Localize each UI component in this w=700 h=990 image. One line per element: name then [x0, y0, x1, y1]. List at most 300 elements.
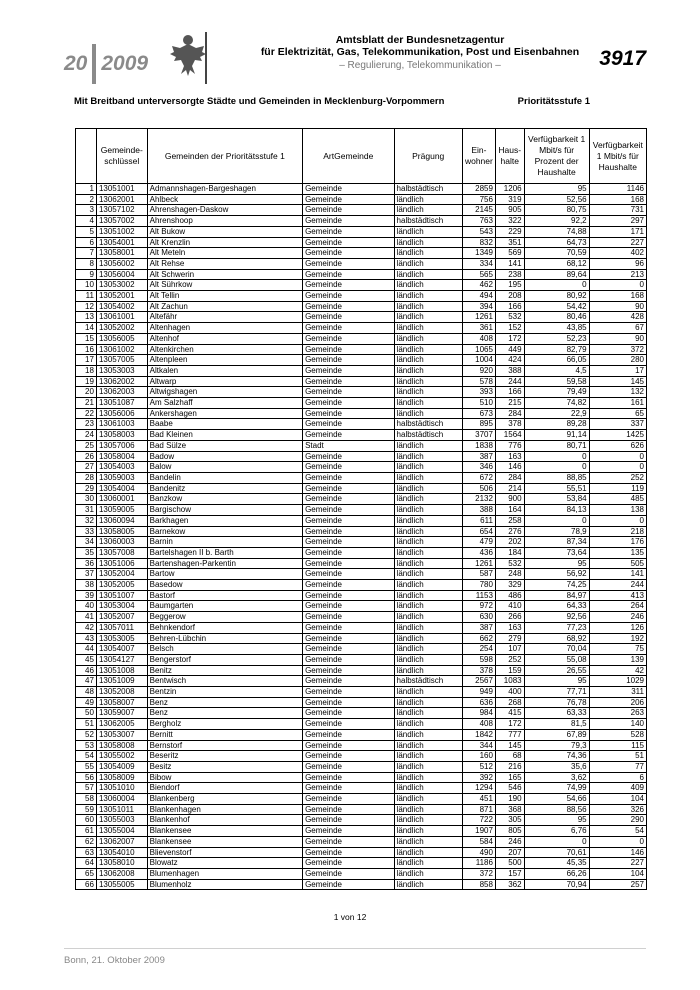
- table-row: [76, 333, 647, 344]
- row-index-cell: 61: [76, 826, 97, 837]
- municipality-type-cell: Gemeinde: [303, 858, 394, 869]
- availability-percent-cell: 70,59: [524, 248, 589, 259]
- table-row: [76, 323, 647, 334]
- municipality-type-cell: Gemeinde: [303, 184, 394, 195]
- table-row: [76, 419, 647, 430]
- row-index-cell: 18: [76, 365, 97, 376]
- table-row: [76, 451, 647, 462]
- row-index-cell: 8: [76, 258, 97, 269]
- row-index-cell: 66: [76, 879, 97, 890]
- municipality-type-cell: Gemeinde: [303, 804, 394, 815]
- inhabitants-cell: 387: [462, 622, 495, 633]
- municipality-type-cell: Gemeinde: [303, 365, 394, 376]
- row-index-cell: 7: [76, 248, 97, 259]
- table-row: [76, 515, 647, 526]
- availability-percent-cell: 0: [524, 462, 589, 473]
- municipality-name-cell: Bartow: [147, 569, 302, 580]
- inhabitants-cell: 506: [462, 483, 495, 494]
- table-row: [76, 751, 647, 762]
- municipality-type-cell: Gemeinde: [303, 772, 394, 783]
- municipality-type-cell: Gemeinde: [303, 194, 394, 205]
- households-cell: 172: [495, 719, 524, 730]
- availability-households-cell: 0: [589, 515, 646, 526]
- year-divider: [92, 44, 96, 84]
- municipality-character-cell: halbstädtisch: [394, 430, 462, 441]
- availability-percent-cell: 70,94: [524, 879, 589, 890]
- availability-percent-cell: 74,88: [524, 226, 589, 237]
- row-index-cell: 49: [76, 697, 97, 708]
- municipality-name-cell: Basedow: [147, 580, 302, 591]
- availability-households-cell: 17: [589, 365, 646, 376]
- availability-households-cell: 252: [589, 472, 646, 483]
- municipality-type-cell: Gemeinde: [303, 408, 394, 419]
- municipality-name-cell: Bandenitz: [147, 483, 302, 494]
- municipality-name-cell: Baumgarten: [147, 601, 302, 612]
- households-cell: 776: [495, 440, 524, 451]
- municipality-name-cell: Bartenshagen-Parkentin: [147, 558, 302, 569]
- column-header-availability-households: Verfügbarkeit 1 Mbit/s für Haushalte: [589, 129, 646, 184]
- availability-households-cell: 326: [589, 804, 646, 815]
- row-index-cell: 25: [76, 440, 97, 451]
- table-row: [76, 291, 647, 302]
- households-cell: 152: [495, 323, 524, 334]
- municipality-character-cell: ländlich: [394, 879, 462, 890]
- municipality-character-cell: ländlich: [394, 547, 462, 558]
- table-row: [76, 687, 647, 698]
- availability-households-cell: 337: [589, 419, 646, 430]
- municipality-type-cell: Gemeinde: [303, 419, 394, 430]
- municipality-key-cell: 13062001: [96, 194, 147, 205]
- inhabitants-cell: 832: [462, 237, 495, 248]
- table-row: [76, 258, 647, 269]
- row-index-cell: 56: [76, 772, 97, 783]
- availability-households-cell: 171: [589, 226, 646, 237]
- municipality-character-cell: ländlich: [394, 751, 462, 762]
- municipality-type-cell: Gemeinde: [303, 515, 394, 526]
- availability-households-cell: 0: [589, 451, 646, 462]
- availability-households-cell: 51: [589, 751, 646, 762]
- municipality-key-cell: 13051006: [96, 558, 147, 569]
- row-index-cell: 41: [76, 612, 97, 623]
- table-row: [76, 847, 647, 858]
- availability-households-cell: 246: [589, 612, 646, 623]
- municipality-name-cell: Admannshagen-Bargeshagen: [147, 184, 302, 195]
- availability-percent-cell: 95: [524, 558, 589, 569]
- table-row: [76, 644, 647, 655]
- inhabitants-cell: 361: [462, 323, 495, 334]
- table-row: [76, 494, 647, 505]
- inhabitants-cell: 1004: [462, 355, 495, 366]
- row-index-cell: 22: [76, 408, 97, 419]
- households-cell: 905: [495, 205, 524, 216]
- availability-percent-cell: 45,35: [524, 858, 589, 869]
- municipality-name-cell: Blumenhagen: [147, 869, 302, 880]
- municipality-character-cell: ländlich: [394, 772, 462, 783]
- municipality-name-cell: Alt Tellin: [147, 291, 302, 302]
- inhabitants-cell: 490: [462, 847, 495, 858]
- availability-households-cell: 413: [589, 590, 646, 601]
- municipality-character-cell: ländlich: [394, 580, 462, 591]
- table-row: [76, 440, 647, 451]
- row-index-cell: 30: [76, 494, 97, 505]
- table-row: [76, 622, 647, 633]
- availability-households-cell: 264: [589, 601, 646, 612]
- municipality-character-cell: halbstädtisch: [394, 419, 462, 430]
- table-row: [76, 558, 647, 569]
- availability-percent-cell: 0: [524, 515, 589, 526]
- municipality-table: [75, 128, 647, 890]
- document-heading: Mit Breitband unterversorgte Städte und Gemeinden in Mecklenburg-Vorpommern: [74, 96, 445, 107]
- inhabitants-cell: 1186: [462, 858, 495, 869]
- municipality-character-cell: ländlich: [394, 280, 462, 291]
- municipality-type-cell: Gemeinde: [303, 205, 394, 216]
- municipality-name-cell: Bad Sülze: [147, 440, 302, 451]
- table-row: [76, 205, 647, 216]
- column-header-type: ArtGemeinde: [303, 129, 394, 184]
- inhabitants-cell: 673: [462, 408, 495, 419]
- municipality-key-cell: 13054004: [96, 483, 147, 494]
- municipality-key-cell: 13059003: [96, 472, 147, 483]
- municipality-type-cell: Gemeinde: [303, 258, 394, 269]
- row-index-cell: 43: [76, 633, 97, 644]
- row-index-cell: 27: [76, 462, 97, 473]
- households-cell: 900: [495, 494, 524, 505]
- availability-percent-cell: 70,61: [524, 847, 589, 858]
- inhabitants-cell: 1907: [462, 826, 495, 837]
- availability-households-cell: 227: [589, 237, 646, 248]
- households-cell: 215: [495, 398, 524, 409]
- row-index-cell: 50: [76, 708, 97, 719]
- availability-percent-cell: 87,34: [524, 537, 589, 548]
- municipality-character-cell: ländlich: [394, 387, 462, 398]
- households-cell: 410: [495, 601, 524, 612]
- row-index-cell: 59: [76, 804, 97, 815]
- municipality-character-cell: ländlich: [394, 783, 462, 794]
- row-index-cell: 28: [76, 472, 97, 483]
- municipality-name-cell: Bengerstorf: [147, 654, 302, 665]
- availability-households-cell: 168: [589, 291, 646, 302]
- availability-percent-cell: 68,12: [524, 258, 589, 269]
- municipality-type-cell: Gemeinde: [303, 472, 394, 483]
- municipality-name-cell: Blowatz: [147, 858, 302, 869]
- municipality-type-cell: Gemeinde: [303, 462, 394, 473]
- table-row: [76, 601, 647, 612]
- inhabitants-cell: 462: [462, 280, 495, 291]
- row-index-cell: 10: [76, 280, 97, 291]
- municipality-name-cell: Barnin: [147, 537, 302, 548]
- households-cell: 216: [495, 761, 524, 772]
- municipality-type-cell: Gemeinde: [303, 569, 394, 580]
- households-cell: 166: [495, 387, 524, 398]
- inhabitants-cell: 510: [462, 398, 495, 409]
- municipality-name-cell: Am Salzhaff: [147, 398, 302, 409]
- municipality-key-cell: 13058009: [96, 772, 147, 783]
- municipality-key-cell: 13052001: [96, 291, 147, 302]
- availability-households-cell: 115: [589, 740, 646, 751]
- municipality-key-cell: 13052002: [96, 323, 147, 334]
- households-cell: 107: [495, 644, 524, 655]
- availability-households-cell: 146: [589, 847, 646, 858]
- municipality-key-cell: 13055002: [96, 751, 147, 762]
- households-cell: 319: [495, 194, 524, 205]
- municipality-type-cell: Gemeinde: [303, 547, 394, 558]
- households-cell: 266: [495, 612, 524, 623]
- table-row: [76, 483, 647, 494]
- row-index-cell: 65: [76, 869, 97, 880]
- municipality-type-cell: Gemeinde: [303, 794, 394, 805]
- availability-percent-cell: 3,62: [524, 772, 589, 783]
- availability-percent-cell: 95: [524, 676, 589, 687]
- municipality-key-cell: 13051008: [96, 665, 147, 676]
- availability-percent-cell: 89,64: [524, 269, 589, 280]
- inhabitants-cell: 1838: [462, 440, 495, 451]
- municipality-name-cell: Behren-Lübchin: [147, 633, 302, 644]
- publication-title-line2: für Elektrizität, Gas, Telekommunikation, Post und Eisenbahnen: [260, 46, 580, 58]
- table-row: [76, 804, 647, 815]
- municipality-key-cell: 13051011: [96, 804, 147, 815]
- row-index-cell: 37: [76, 569, 97, 580]
- municipality-character-cell: ländlich: [394, 505, 462, 516]
- availability-percent-cell: 88,85: [524, 472, 589, 483]
- availability-percent-cell: 77,71: [524, 687, 589, 698]
- availability-households-cell: 0: [589, 280, 646, 291]
- municipality-character-cell: ländlich: [394, 665, 462, 676]
- row-index-cell: 36: [76, 558, 97, 569]
- municipality-name-cell: Alt Sührkow: [147, 280, 302, 291]
- municipality-name-cell: Bandelin: [147, 472, 302, 483]
- row-index-cell: 46: [76, 665, 97, 676]
- availability-percent-cell: 43,85: [524, 323, 589, 334]
- municipality-type-cell: Gemeinde: [303, 226, 394, 237]
- availability-percent-cell: 68,92: [524, 633, 589, 644]
- availability-percent-cell: 74,25: [524, 580, 589, 591]
- row-index-cell: 63: [76, 847, 97, 858]
- municipality-key-cell: 13059005: [96, 505, 147, 516]
- households-cell: 284: [495, 408, 524, 419]
- municipality-character-cell: ländlich: [394, 205, 462, 216]
- municipality-key-cell: 13062005: [96, 719, 147, 730]
- availability-percent-cell: 0: [524, 451, 589, 462]
- municipality-character-cell: ländlich: [394, 515, 462, 526]
- availability-households-cell: 626: [589, 440, 646, 451]
- row-index-cell: 9: [76, 269, 97, 280]
- municipality-key-cell: 13054003: [96, 462, 147, 473]
- municipality-name-cell: Belsch: [147, 644, 302, 655]
- municipality-type-cell: Gemeinde: [303, 708, 394, 719]
- municipality-character-cell: ländlich: [394, 440, 462, 451]
- availability-households-cell: 372: [589, 344, 646, 355]
- availability-percent-cell: 66,26: [524, 869, 589, 880]
- households-cell: 805: [495, 826, 524, 837]
- availability-percent-cell: 92,56: [524, 612, 589, 623]
- table-row: [76, 194, 647, 205]
- table-row: [76, 815, 647, 826]
- row-index-cell: 29: [76, 483, 97, 494]
- municipality-character-cell: halbstädtisch: [394, 184, 462, 195]
- households-cell: 415: [495, 708, 524, 719]
- municipality-character-cell: ländlich: [394, 729, 462, 740]
- row-index-cell: 44: [76, 644, 97, 655]
- row-index-cell: 54: [76, 751, 97, 762]
- municipality-name-cell: Bernstorf: [147, 740, 302, 751]
- households-cell: 246: [495, 836, 524, 847]
- table-row: [76, 547, 647, 558]
- inhabitants-cell: 494: [462, 291, 495, 302]
- table-row: [76, 312, 647, 323]
- households-cell: 777: [495, 729, 524, 740]
- municipality-character-cell: ländlich: [394, 472, 462, 483]
- availability-percent-cell: 81,5: [524, 719, 589, 730]
- availability-households-cell: 42: [589, 665, 646, 676]
- municipality-key-cell: 13062008: [96, 869, 147, 880]
- table-row: [76, 365, 647, 376]
- availability-households-cell: 135: [589, 547, 646, 558]
- inhabitants-cell: 756: [462, 194, 495, 205]
- municipality-name-cell: Bergholz: [147, 719, 302, 730]
- municipality-key-cell: 13057011: [96, 622, 147, 633]
- availability-percent-cell: 89,28: [524, 419, 589, 430]
- row-index-cell: 5: [76, 226, 97, 237]
- municipality-key-cell: 13060094: [96, 515, 147, 526]
- municipality-type-cell: Gemeinde: [303, 526, 394, 537]
- availability-percent-cell: 80,71: [524, 440, 589, 451]
- municipality-name-cell: Banzkow: [147, 494, 302, 505]
- municipality-character-cell: ländlich: [394, 355, 462, 366]
- municipality-name-cell: Altefähr: [147, 312, 302, 323]
- municipality-name-cell: Bernitt: [147, 729, 302, 740]
- row-index-cell: 31: [76, 505, 97, 516]
- table-row: [76, 654, 647, 665]
- municipality-character-cell: ländlich: [394, 344, 462, 355]
- availability-percent-cell: 26,55: [524, 665, 589, 676]
- municipality-type-cell: Gemeinde: [303, 783, 394, 794]
- availability-percent-cell: 54,66: [524, 794, 589, 805]
- inhabitants-cell: 895: [462, 419, 495, 430]
- households-cell: 486: [495, 590, 524, 601]
- row-index-cell: 47: [76, 676, 97, 687]
- availability-percent-cell: 63,33: [524, 708, 589, 719]
- municipality-character-cell: ländlich: [394, 847, 462, 858]
- municipality-type-cell: Gemeinde: [303, 505, 394, 516]
- table-row: [76, 248, 647, 259]
- table-row: [76, 472, 647, 483]
- municipality-name-cell: Behnkendorf: [147, 622, 302, 633]
- column-header-inhabitants: Ein-wohner: [462, 129, 495, 184]
- households-cell: 424: [495, 355, 524, 366]
- municipality-character-cell: ländlich: [394, 601, 462, 612]
- column-header-character: Prägung: [394, 129, 462, 184]
- municipality-character-cell: ländlich: [394, 697, 462, 708]
- availability-percent-cell: 88,56: [524, 804, 589, 815]
- municipality-key-cell: 13055005: [96, 879, 147, 890]
- municipality-character-cell: ländlich: [394, 526, 462, 537]
- table-row: [76, 430, 647, 441]
- availability-households-cell: 1029: [589, 676, 646, 687]
- municipality-name-cell: Balow: [147, 462, 302, 473]
- households-cell: 214: [495, 483, 524, 494]
- municipality-name-cell: Beggerow: [147, 612, 302, 623]
- municipality-character-cell: ländlich: [394, 558, 462, 569]
- municipality-name-cell: Blankenhof: [147, 815, 302, 826]
- municipality-character-cell: ländlich: [394, 312, 462, 323]
- municipality-name-cell: Blankenberg: [147, 794, 302, 805]
- municipality-name-cell: Benz: [147, 697, 302, 708]
- row-index-cell: 48: [76, 687, 97, 698]
- row-index-cell: 42: [76, 622, 97, 633]
- municipality-key-cell: 13058001: [96, 248, 147, 259]
- households-cell: 378: [495, 419, 524, 430]
- municipality-character-cell: ländlich: [394, 301, 462, 312]
- municipality-key-cell: 13057102: [96, 205, 147, 216]
- inhabitants-cell: 344: [462, 740, 495, 751]
- inhabitants-cell: 1153: [462, 590, 495, 601]
- municipality-name-cell: Blankensee: [147, 836, 302, 847]
- municipality-key-cell: 13054009: [96, 761, 147, 772]
- availability-households-cell: 176: [589, 537, 646, 548]
- municipality-character-cell: ländlich: [394, 740, 462, 751]
- availability-households-cell: 505: [589, 558, 646, 569]
- municipality-name-cell: Altenhof: [147, 333, 302, 344]
- availability-households-cell: 213: [589, 269, 646, 280]
- row-index-cell: 13: [76, 312, 97, 323]
- table-row: [76, 772, 647, 783]
- table-row: [76, 633, 647, 644]
- households-cell: 248: [495, 569, 524, 580]
- availability-percent-cell: 84,13: [524, 505, 589, 516]
- municipality-name-cell: Beseritz: [147, 751, 302, 762]
- row-index-cell: 40: [76, 601, 97, 612]
- row-index-cell: 24: [76, 430, 97, 441]
- municipality-key-cell: 13058008: [96, 740, 147, 751]
- row-index-cell: 64: [76, 858, 97, 869]
- inhabitants-cell: 662: [462, 633, 495, 644]
- municipality-type-cell: Gemeinde: [303, 633, 394, 644]
- municipality-key-cell: 13051009: [96, 676, 147, 687]
- households-cell: 166: [495, 301, 524, 312]
- households-cell: 208: [495, 291, 524, 302]
- row-index-cell: 11: [76, 291, 97, 302]
- inhabitants-cell: 1294: [462, 783, 495, 794]
- municipality-key-cell: 13053003: [96, 365, 147, 376]
- municipality-key-cell: 13052008: [96, 687, 147, 698]
- municipality-type-cell: Gemeinde: [303, 537, 394, 548]
- municipality-type-cell: Gemeinde: [303, 665, 394, 676]
- households-cell: 68: [495, 751, 524, 762]
- municipality-key-cell: 13053005: [96, 633, 147, 644]
- availability-percent-cell: 95: [524, 184, 589, 195]
- inhabitants-cell: 920: [462, 365, 495, 376]
- availability-households-cell: 132: [589, 387, 646, 398]
- municipality-character-cell: ländlich: [394, 291, 462, 302]
- households-cell: 279: [495, 633, 524, 644]
- municipality-type-cell: Gemeinde: [303, 687, 394, 698]
- inhabitants-cell: 3707: [462, 430, 495, 441]
- municipality-type-cell: Gemeinde: [303, 398, 394, 409]
- availability-households-cell: 0: [589, 836, 646, 847]
- municipality-character-cell: ländlich: [394, 269, 462, 280]
- availability-percent-cell: 76,78: [524, 697, 589, 708]
- households-cell: 184: [495, 547, 524, 558]
- municipality-character-cell: ländlich: [394, 815, 462, 826]
- households-cell: 569: [495, 248, 524, 259]
- municipality-name-cell: Ahrenshoop: [147, 216, 302, 227]
- availability-households-cell: 96: [589, 258, 646, 269]
- publication-title-line1: Amtsblatt der Bundesnetzagentur: [335, 34, 505, 46]
- availability-percent-cell: 73,64: [524, 547, 589, 558]
- availability-percent-cell: 64,33: [524, 601, 589, 612]
- municipality-key-cell: 13056002: [96, 258, 147, 269]
- availability-percent-cell: 0: [524, 280, 589, 291]
